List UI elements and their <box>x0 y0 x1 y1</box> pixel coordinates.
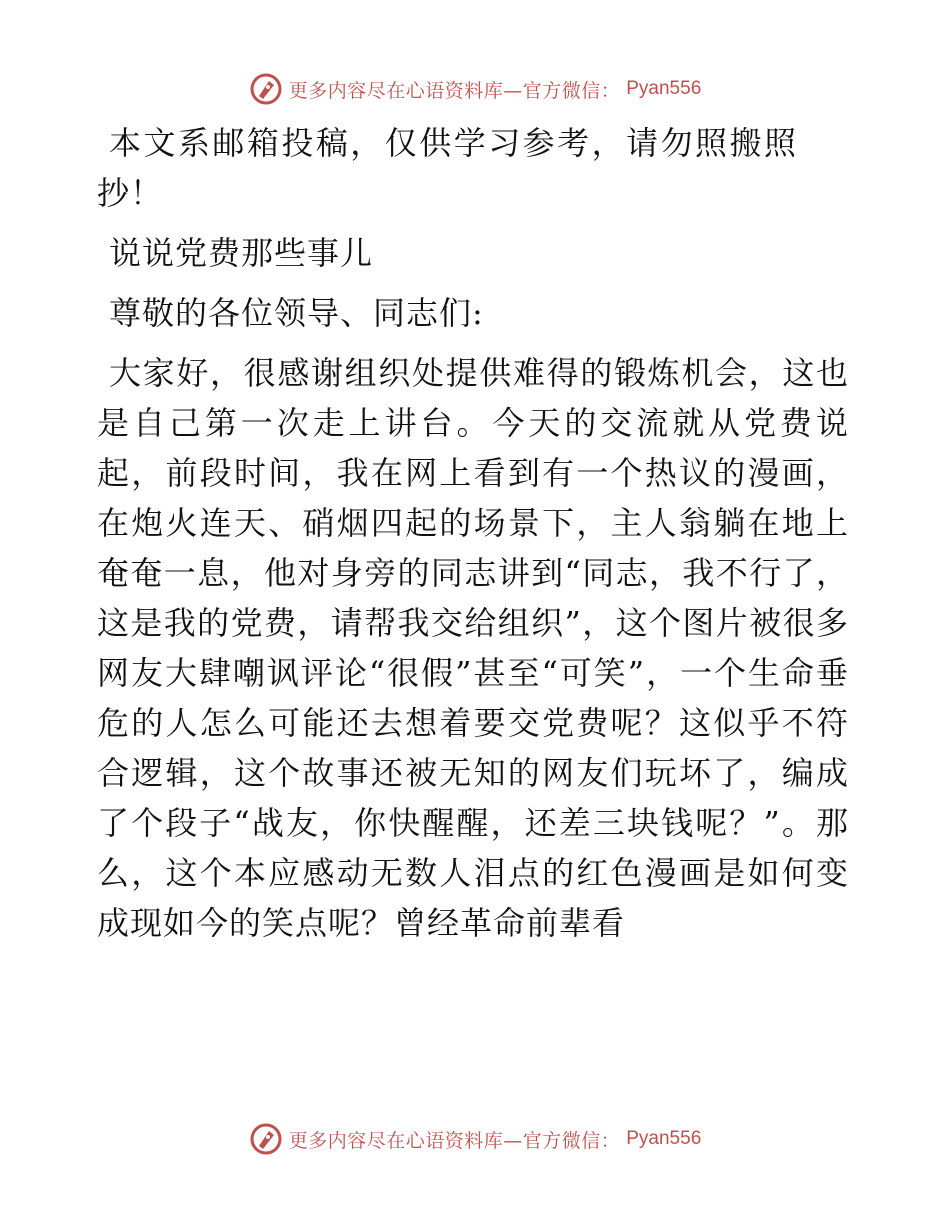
salutation: 尊敬的各位领导、同志们: <box>109 294 484 332</box>
watermark-site-text: 更多内容尽在心语资料库—官方微信： <box>288 79 621 102</box>
watermark-wechat-id: Pyan556 <box>626 1128 702 1149</box>
header-watermark <box>0 72 950 106</box>
document-body <box>97 118 849 958</box>
watermark-site-text: 更多内容尽在心语资料库—官方微信： <box>288 1129 621 1152</box>
watermark-wechat-id: Pyan556 <box>626 78 702 99</box>
footer-watermark <box>0 1122 950 1156</box>
pen-nib-circle-icon <box>249 1122 283 1156</box>
body-paragraph: 大家好，很感谢组织处提供难得的锻炼机会，这也是自己第一次走上讲台。今天的交流就从党费说起，前段时间，我在网上看到有一个热议的漫画，在炮火连天、硝烟四起的场景下，主人翁躺在地上奄奄一息，他对身旁的同志讲到“同志，我不行了，这是我的党费，请帮我交给组织”，这个图片被很多网友大肆嘲讽评论“很假”甚至“可笑”，一个生命垂危的人怎么可能还去想着要交党费呢？这似乎不符合逻辑，这个故事还被无知的网友们玩坏了，编成了个段子“战友，你快醒醒，还差三块钱呢？”。那么，这个本应感动无数人泪点的红色漫画是如何变成现如今的笑点呢？曾经革命前辈看 <box>97 354 849 942</box>
copyright-notice: 本文系邮箱投稿，仅供学习参考，请勿照搬照抄！ <box>97 124 797 212</box>
pen-nib-circle-icon <box>249 72 283 106</box>
document-title: 说说党费那些事儿 <box>109 234 374 272</box>
